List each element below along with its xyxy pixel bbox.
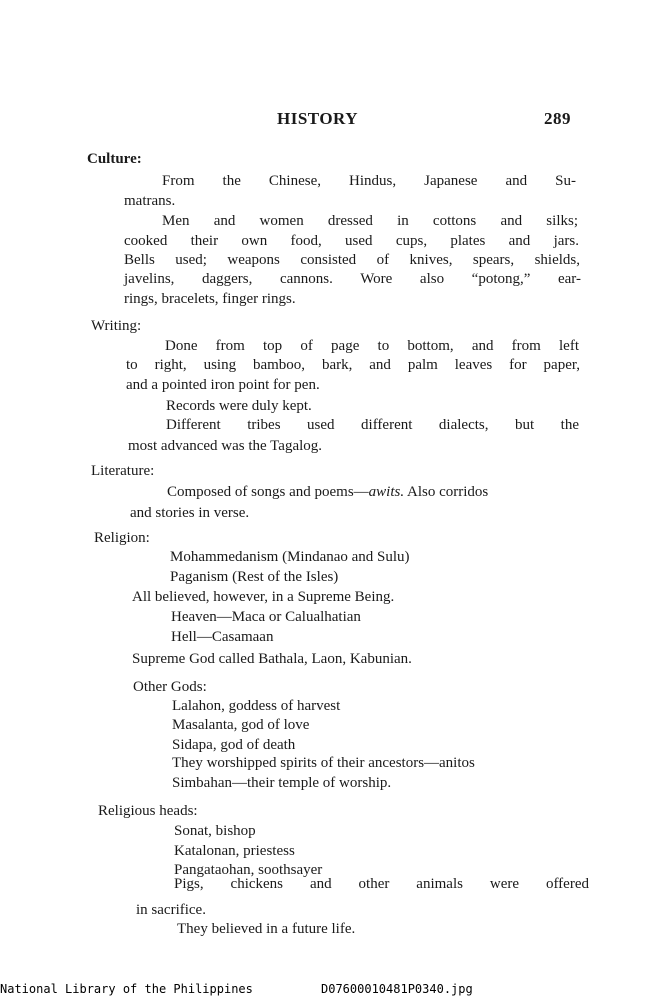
other-gods-text-line: Sidapa, god of death [172,737,296,753]
writing-text-line: Done from top of page to bottom, and from left [165,338,579,354]
culture-text-line: javelins, daggers, cannons. Wore also “potong,” ear- [124,271,581,287]
religious-heads-text-line: Pigs, chickens and other animals were offered [174,876,589,892]
literature-term-awits: awits. [368,484,405,500]
religious-heads-text-line: in sacrifice. [136,902,206,918]
writing-heading: Writing: [91,318,142,334]
culture-text-line: cooked their own food, used cups, plates and jars. [124,233,579,249]
writing-text-line: and a pointed iron point for pen. [126,377,320,393]
culture-text-line: Bells used; weapons consisted of knives, spears, shields, [124,252,580,268]
other-gods-heading: Other Gods: [133,679,207,695]
literature-text-part: Also corridos [404,484,489,500]
religion-text-line: All believed, however, in a Supreme Being. [132,589,395,605]
religious-heads-heading: Religious heads: [98,803,198,819]
literature-text-part: Composed of songs and poems— [167,484,369,500]
footer-filename: D07600010481P0340.jpg [321,982,473,996]
religion-text-line: Paganism (Rest of the Isles) [170,569,339,585]
other-gods-text-line: They worshipped spirits of their ancestors—anitos [172,755,475,771]
writing-text-line: to right, using bamboo, bark, and palm leaves for paper, [126,357,580,373]
religion-text-line: Mohammedanism (Mindanao and Sulu) [170,549,410,565]
running-head-title: HISTORY [277,109,359,128]
literature-text-line [167,483,488,502]
literature-text-line: and stories in verse. [130,505,250,521]
culture-text-line: rings, bracelets, finger rings. [124,291,296,307]
other-gods-text-line: Simbahan—their temple of worship. [172,775,392,791]
religion-heading: Religion: [94,530,150,546]
writing-text-line: Records were duly kept. [166,398,312,414]
religion-text-line: Hell—Casamaan [171,629,274,645]
page-number: 289 [544,109,571,128]
culture-text-line: From the Chinese, Hindus, Japanese and Su- [162,173,576,189]
writing-text-line: most advanced was the Tagalog. [128,438,323,454]
religion-text-line: Supreme God called Bathala, Laon, Kabunian. [132,651,412,667]
culture-text-line: matrans. [124,193,176,209]
other-gods-text-line: Lalahon, goddess of harvest [172,698,341,714]
religious-heads-text-line: Pangataohan, soothsayer [174,862,323,878]
literature-heading: Literature: [91,463,155,479]
culture-heading: Culture: [87,151,142,167]
other-gods-text-line: Masalanta, god of love [172,717,310,733]
religious-heads-text-line: Sonat, bishop [174,823,256,839]
religious-heads-text-line: Katalonan, priestess [174,843,295,859]
culture-text-line: Men and women dressed in cottons and silks; [162,213,578,229]
footer-library: National Library of the Philippines [0,982,253,996]
scan-footer [0,982,654,997]
religious-heads-text-line: They believed in a future life. [177,921,356,937]
religion-text-line: Heaven—Maca or Calualhatian [171,609,361,625]
writing-text-line: Different tribes used different dialects, but the [166,417,579,433]
